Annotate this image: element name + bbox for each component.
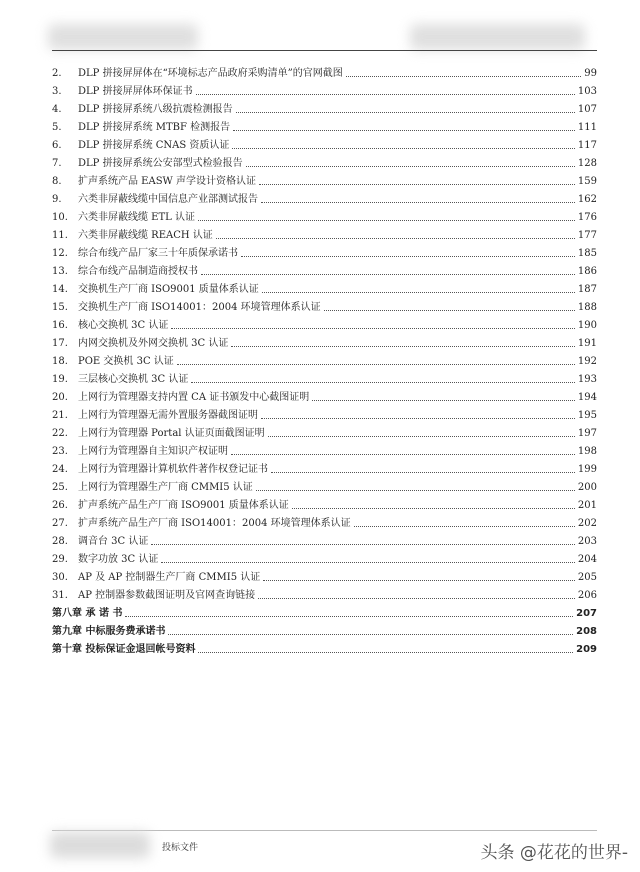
- toc-entry-number: 11.: [52, 230, 68, 241]
- toc-entry[interactable]: [52, 314, 597, 332]
- toc-leader-dots: [271, 472, 575, 473]
- toc-entry-number: 13.: [52, 266, 68, 277]
- toc-entry-page: 204: [577, 554, 597, 565]
- toc-entry-page: 191: [577, 338, 597, 349]
- toc-entry-page: 202: [577, 518, 597, 529]
- toc-leader-dots: [241, 256, 575, 257]
- toc-entry[interactable]: [52, 134, 597, 152]
- toc-entry[interactable]: [52, 260, 597, 278]
- toc-entry-title: DLP 拼接屏屏体环保证书: [78, 86, 193, 97]
- toc-leader-dots: [231, 454, 575, 455]
- toc-entry-page: 103: [577, 86, 597, 97]
- toc-leader-dots: [259, 184, 575, 185]
- toc-entry[interactable]: [52, 422, 597, 440]
- toc-entry[interactable]: [52, 170, 597, 188]
- toc-entry-title: 上网行为管理器生产厂商 CMMI5 认证: [78, 482, 253, 493]
- toc-entry[interactable]: [52, 152, 597, 170]
- toc-entry-title: DLP 拼接屏系统 CNAS 资质认证: [78, 140, 230, 151]
- toc-entry-page: 203: [577, 536, 597, 547]
- toc-entry-title: 六类非屏蔽线缆 ETL 认证: [78, 212, 195, 223]
- toc-entry-page: 185: [577, 248, 597, 259]
- toc-entry-page: 193: [577, 374, 597, 385]
- toc-leader-dots: [312, 400, 575, 401]
- toc-entry-title: AP 控制器参数截图证明及官网查询链接: [78, 590, 256, 601]
- toc-entry-number: 7.: [52, 158, 62, 169]
- toc-entry-title: 交换机生产厂商 ISO14001：2004 环境管理体系认证: [78, 302, 321, 313]
- toc-leader-dots: [292, 508, 575, 509]
- toc-entry-title: 扩声系统产品 EASW 声学设计资格认证: [78, 176, 257, 187]
- toc-chapter-title: 第九章 中标服务费承诺书: [52, 626, 166, 637]
- toc-entry[interactable]: [52, 242, 597, 260]
- toc-chapter[interactable]: [52, 602, 597, 620]
- toc-entry-number: 12.: [52, 248, 68, 259]
- toc-entry[interactable]: [52, 566, 597, 584]
- toc-leader-dots: [161, 562, 575, 563]
- toc-entry[interactable]: [52, 440, 597, 458]
- toc-entry-title: DLP 拼接屏屏体在“环境标志产品政府采购清单”的官网截图: [78, 68, 343, 79]
- toc-entry-page: 198: [577, 446, 597, 457]
- toc-entry[interactable]: [52, 116, 597, 134]
- toc-entry[interactable]: [52, 368, 597, 386]
- toc-chapter[interactable]: [52, 620, 597, 638]
- toc-leader-dots: [346, 76, 581, 77]
- toc-entry-title: POE 交换机 3C 认证: [78, 356, 174, 367]
- toc-entry[interactable]: [52, 206, 597, 224]
- footer-blurred-left: [50, 832, 150, 858]
- toc-entry[interactable]: [52, 296, 597, 314]
- toc-entry-number: 28.: [52, 536, 68, 547]
- toc-entry-page: 197: [577, 428, 597, 439]
- toc-entry-title: 上网行为管理器 Portal 认证页面截图证明: [78, 428, 265, 439]
- toc-entry-page: 188: [577, 302, 597, 313]
- toc-entry[interactable]: [52, 530, 597, 548]
- toc-chapter-page: 207: [576, 608, 597, 619]
- toc-leader-dots: [198, 220, 575, 221]
- toc-entry[interactable]: [52, 476, 597, 494]
- toc-entry-page: 200: [577, 482, 597, 493]
- toc-entry-page: 206: [577, 590, 597, 601]
- toc-entry-number: 14.: [52, 284, 68, 295]
- toc-entry[interactable]: [52, 584, 597, 602]
- toc-leader-dots: [168, 634, 573, 635]
- toc-leader-dots: [268, 436, 575, 437]
- toc-entry-number: 5.: [52, 122, 62, 133]
- toc-entry-title: 六类非屏蔽线缆中国信息产业部测试报告: [78, 194, 258, 205]
- toc-entry[interactable]: [52, 512, 597, 530]
- toc-leader-dots: [231, 346, 575, 347]
- toc-entry-title: DLP 拼接屏系统 MTBF 检测报告: [78, 122, 231, 133]
- toc-leader-dots: [232, 148, 575, 149]
- table-of-contents: [52, 62, 597, 656]
- toc-entry-number: 20.: [52, 392, 68, 403]
- toc-entry[interactable]: [52, 332, 597, 350]
- toc-entry-page: 162: [577, 194, 597, 205]
- toc-leader-dots: [201, 274, 575, 275]
- toc-entry[interactable]: [52, 386, 597, 404]
- toc-entry-title: DLP 拼接屏系统公安部型式检验报告: [78, 158, 243, 169]
- toc-leader-dots: [191, 382, 575, 383]
- toc-chapter-page: 209: [576, 644, 597, 655]
- toc-entry-title: DLP 拼接屏系统八级抗震检测报告: [78, 104, 233, 115]
- toc-entry-title: 六类非屏蔽线缆 REACH 认证: [78, 230, 213, 241]
- toc-entry-page: 186: [577, 266, 597, 277]
- toc-entry-number: 26.: [52, 500, 68, 511]
- toc-leader-dots: [261, 418, 575, 419]
- toc-entry-number: 2.: [52, 68, 62, 79]
- toc-entry-number: 24.: [52, 464, 68, 475]
- toc-entry-number: 25.: [52, 482, 68, 493]
- toc-leader-dots: [216, 238, 575, 239]
- toc-entry-page: 192: [577, 356, 597, 367]
- toc-entry[interactable]: [52, 98, 597, 116]
- footer-divider: [52, 830, 597, 831]
- toc-leader-dots: [171, 328, 575, 329]
- toc-leader-dots: [246, 166, 575, 167]
- toc-entry-title: 核心交换机 3C 认证: [78, 320, 169, 331]
- toc-entry-number: 8.: [52, 176, 62, 187]
- toc-entry-page: 128: [577, 158, 597, 169]
- header-blurred-left: [48, 24, 198, 50]
- toc-entry-number: 3.: [52, 86, 62, 97]
- toc-entry-title: 上网行为管理器无需外置服务器截图证明: [78, 410, 258, 421]
- toc-entry[interactable]: [52, 458, 597, 476]
- toc-entry-title: 综合布线产品厂家三十年质保承诺书: [78, 248, 238, 259]
- toc-entry-title: 交换机生产厂商 ISO9001 质量体系认证: [78, 284, 259, 295]
- toc-entry[interactable]: [52, 188, 597, 206]
- header-blurred-right: [410, 24, 585, 50]
- toc-leader-dots: [256, 490, 575, 491]
- toc-leader-dots: [263, 580, 575, 581]
- toc-entry-title: 扩声系统产品生产厂商 ISO9001 质量体系认证: [78, 500, 289, 511]
- toc-entry-number: 29.: [52, 554, 68, 565]
- toc-entry-page: 177: [577, 230, 597, 241]
- toc-entry-page: 201: [577, 500, 597, 511]
- toc-entry-number: 30.: [52, 572, 68, 583]
- toc-entry-number: 16.: [52, 320, 68, 331]
- toc-entry[interactable]: [52, 494, 597, 512]
- header-divider: [52, 50, 597, 51]
- toc-entry-page: 190: [577, 320, 597, 331]
- toc-entry-number: 27.: [52, 518, 68, 529]
- toc-entry-number: 10.: [52, 212, 68, 223]
- toc-entry-number: 9.: [52, 194, 62, 205]
- toc-entry[interactable]: [52, 278, 597, 296]
- toc-entry-page: 205: [577, 572, 597, 583]
- toc-entry-page: 117: [577, 140, 597, 151]
- toc-entry-page: 159: [577, 176, 597, 187]
- toc-entry-number: 17.: [52, 338, 68, 349]
- toc-entry-title: 三层核心交换机 3C 认证: [78, 374, 189, 385]
- toc-entry[interactable]: [52, 224, 597, 242]
- toc-leader-dots: [236, 112, 575, 113]
- toc-entry[interactable]: [52, 404, 597, 422]
- toc-chapter-page: 208: [576, 626, 597, 637]
- watermark-text: 头条 @花花的世界-: [480, 843, 628, 863]
- toc-leader-dots: [196, 94, 575, 95]
- toc-leader-dots: [198, 652, 573, 653]
- toc-entry-number: 6.: [52, 140, 62, 151]
- toc-entry-title: 综合布线产品制造商授权书: [78, 266, 198, 277]
- toc-leader-dots: [151, 544, 575, 545]
- toc-chapter[interactable]: [52, 638, 597, 656]
- toc-entry-page: 199: [577, 464, 597, 475]
- toc-entry-number: 19.: [52, 374, 68, 385]
- toc-entry-page: 187: [577, 284, 597, 295]
- toc-entry[interactable]: [52, 62, 597, 80]
- toc-entry-number: 22.: [52, 428, 68, 439]
- toc-entry-page: 111: [577, 122, 597, 133]
- toc-leader-dots: [261, 202, 575, 203]
- toc-entry[interactable]: [52, 548, 597, 566]
- toc-leader-dots: [177, 364, 575, 365]
- toc-entry-number: 15.: [52, 302, 68, 313]
- toc-entry-title: AP 及 AP 控制器生产厂商 CMMI5 认证: [78, 572, 261, 583]
- toc-entry-title: 上网行为管理器自主知识产权证明: [78, 446, 228, 457]
- toc-chapter-title: 第八章 承 诺 书: [52, 608, 123, 619]
- toc-leader-dots: [262, 292, 575, 293]
- toc-entry-number: 23.: [52, 446, 68, 457]
- toc-chapter-title: 第十章 投标保证金退回帐号资料: [52, 644, 196, 655]
- toc-entry-title: 内网交换机及外网交换机 3C 认证: [78, 338, 229, 349]
- toc-entry-title: 上网行为管理器支持内置 CA 证书颁发中心截图证明: [78, 392, 310, 403]
- toc-entry-number: 21.: [52, 410, 68, 421]
- toc-entry-number: 31.: [52, 590, 68, 601]
- toc-leader-dots: [324, 310, 575, 311]
- toc-leader-dots: [125, 616, 573, 617]
- toc-entry-title: 上网行为管理器计算机软件著作权登记证书: [78, 464, 268, 475]
- toc-leader-dots: [233, 130, 575, 131]
- toc-entry[interactable]: [52, 350, 597, 368]
- toc-entry-title: 调音台 3C 认证: [78, 536, 149, 547]
- footer-label: 投标文件: [162, 843, 199, 853]
- toc-entry-number: 4.: [52, 104, 62, 115]
- toc-entry-title: 数字功放 3C 认证: [78, 554, 159, 565]
- toc-entry-page: 195: [577, 410, 597, 421]
- toc-entry-page: 107: [577, 104, 597, 115]
- toc-leader-dots: [354, 526, 575, 527]
- toc-entry-title: 扩声系统产品生产厂商 ISO14001：2004 环境管理体系认证: [78, 518, 351, 529]
- toc-leader-dots: [258, 598, 575, 599]
- toc-entry[interactable]: [52, 80, 597, 98]
- toc-entry-number: 18.: [52, 356, 68, 367]
- toc-entry-page: 194: [577, 392, 597, 403]
- toc-entry-page: 176: [577, 212, 597, 223]
- toc-entry-page: 99: [584, 68, 597, 79]
